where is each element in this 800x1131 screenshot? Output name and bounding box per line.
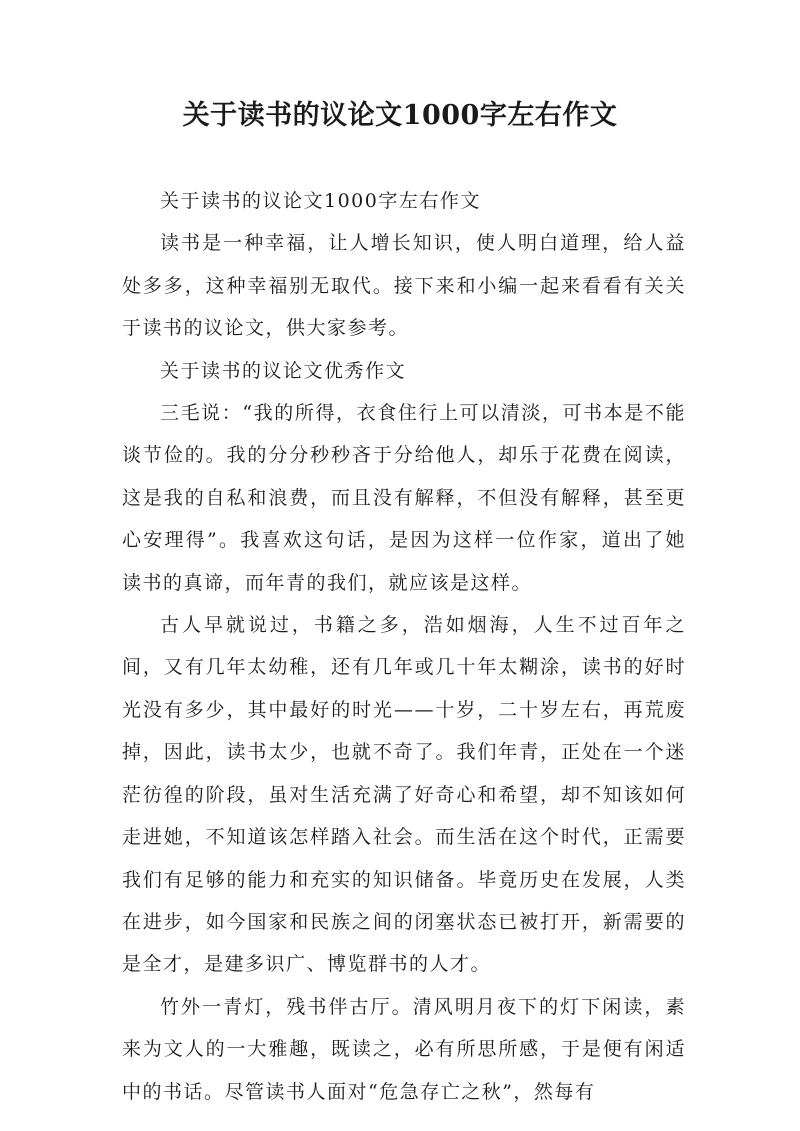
body-paragraph: 古人早就说过，书籍之多，浩如烟海，人生不过百年之间，又有几年太幼稚，还有几年或几十年太糊涂，读书的好时光没有多少，其中最好的时光——十岁，二十岁左右，再荒废掉，因此，读书太少，也就不奇了。我们年青，正处在一个迷茫彷徨的阶段，虽对生活充满了好奇心和希望，却不知该如何走进她，不知道该怎样踏入社会。而生活在这个时代，正需要我们有足够的能力和充实的知识储备。毕竟历史在发展，人类在进步，如今国家和民族之间的闭塞状态已被打开，新需要的是全才，是建多识广、博览群书的人才。 <box>122 614 686 976</box>
subtitle-paragraph: 关于读书的议论文1000字左右作文 <box>160 190 481 212</box>
section-heading: 关于读书的议论文优秀作文 <box>160 359 407 382</box>
body-paragraph: 三毛说：“我的所得，衣食住行上可以清淡，可书本是不能谈节俭的。我的分分秒秒吝于分给他人，却乐于花费在阅读，这是我的自私和浪费，而且没有解释，不但没有解释，甚至更心安理得”。我喜欢这句话，是因为这样一位作家，道出了她读书的真谛，而年青的我们，就应该是这样。 <box>122 402 686 594</box>
body-paragraph: 竹外一青灯，残书伴古厅。清风明月夜下的灯下闲读，素来为文人的一大雅趣，既读之，必有所思所感，于是便有闲适中的书话。尽管读书人面对“危急存亡之秋”，然每有 <box>122 995 686 1103</box>
document-title: 关于读书的议论文1000字左右作文 <box>182 100 618 131</box>
intro-paragraph: 读书是一种幸福，让人增长知识，使人明白道理，给人益处多多，这种幸福别无取代。接下来和小编一起来看看有关关于读书的议论文，供大家参考。 <box>122 232 686 340</box>
document-body <box>122 180 686 1113</box>
